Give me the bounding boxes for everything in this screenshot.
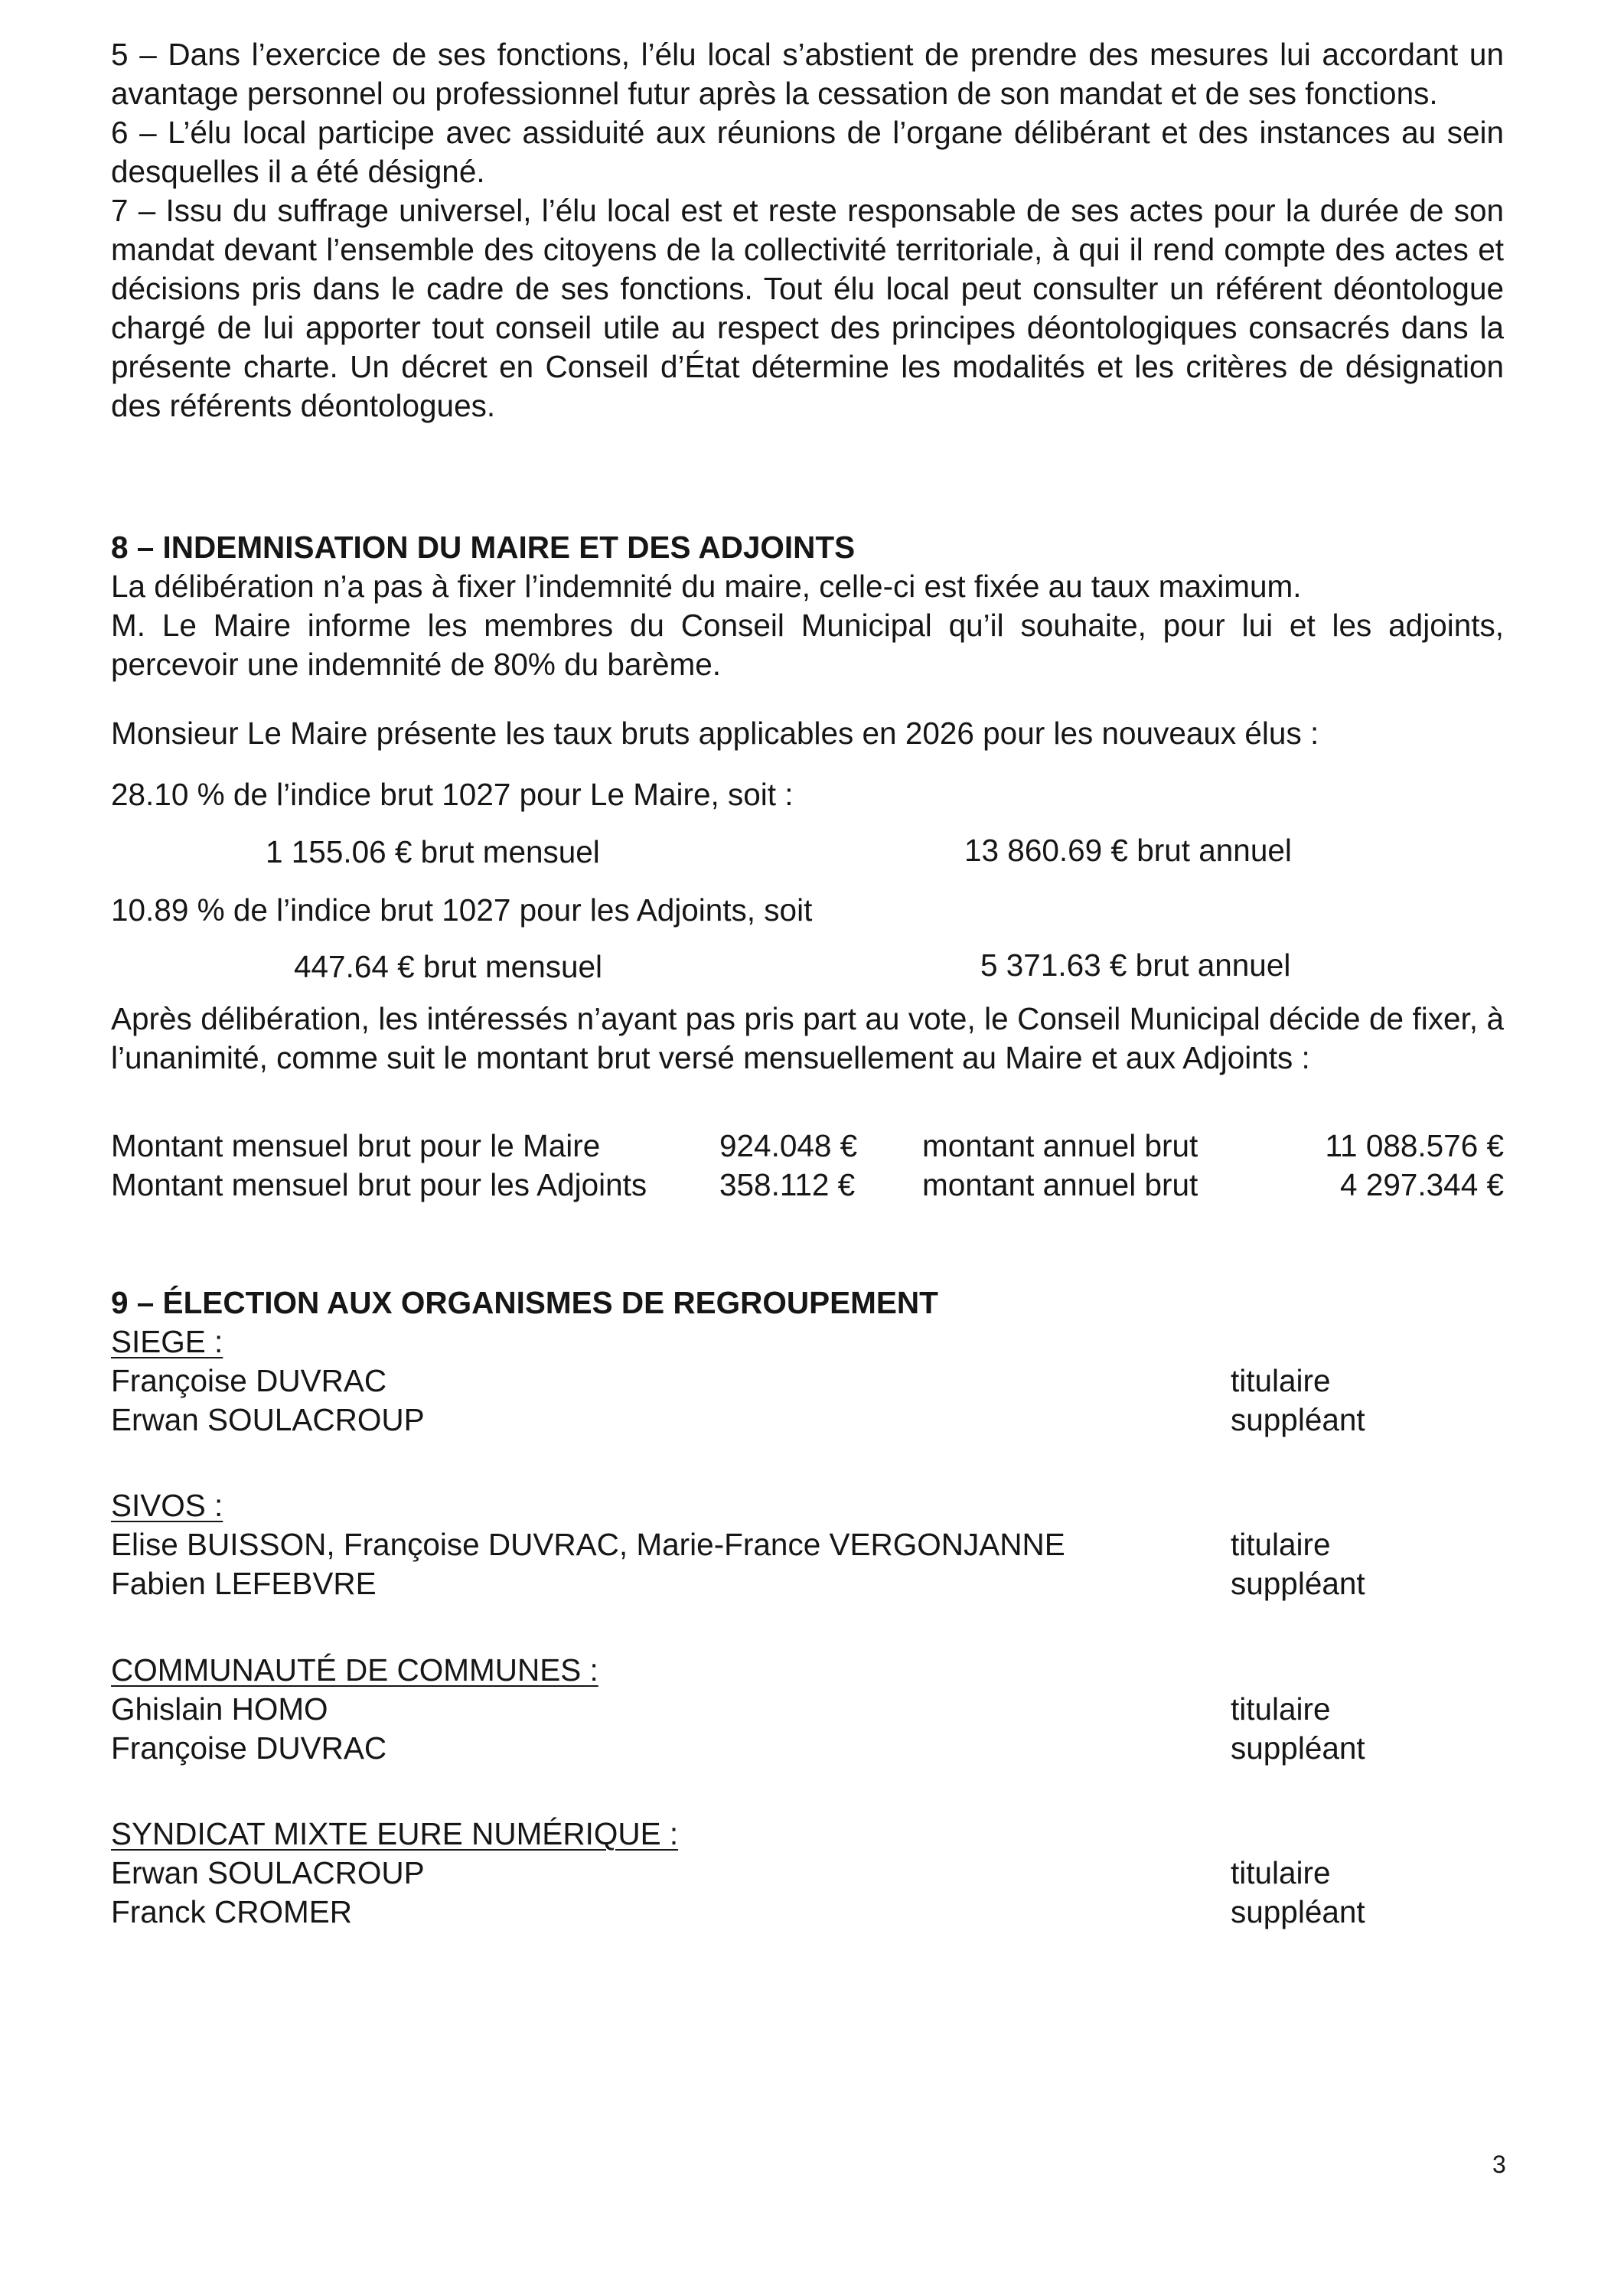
section-8-para-2: M. Le Maire informe les membres du Conseil Municipal qu’il souhaite, pour lui et les adjoints, percevoir une indemnité de 80% du barème. (111, 608, 1504, 682)
member-role: titulaire (1231, 1363, 1331, 1398)
group-communaute-de-communes (111, 1651, 1504, 1768)
section-9-heading: 9 – ÉLECTION AUX ORGANISMES DE REGROUPEMENT (111, 1285, 938, 1320)
maire-annual: 13 860.69 € brut annuel (964, 833, 1292, 868)
amounts-row-adjoints (111, 1166, 1504, 1205)
group-member (111, 1525, 1504, 1564)
member-role: suppléant (1231, 1566, 1365, 1601)
amount-label: Montant mensuel brut pour le Maire (111, 1128, 601, 1163)
amounts-row-maire (111, 1127, 1504, 1166)
section-8-para-1: La délibération n’a pas à fixer l’indemnité du maire, celle-ci est fixée au taux maximum. (111, 569, 1302, 604)
group-member (111, 1854, 1504, 1893)
maire-rate: 28.10 % de l’indice brut 1027 pour Le Maire, soit : (111, 777, 794, 812)
group-member (111, 1690, 1504, 1729)
section-8 (111, 528, 1504, 684)
charter-item-5: 5 – Dans l’exercice de ses fonctions, l’élu local s’abstient de prendre des mesures lui accordant un avantage personnel ou professionnel futur après la cessation de son mandat et de ses fonctions. (111, 37, 1504, 111)
group-member (111, 1401, 1504, 1440)
member-role: suppléant (1231, 1894, 1365, 1929)
group-siege (111, 1322, 1504, 1440)
amount-monthly: 358.112 € (719, 1167, 856, 1202)
amount-annual: 11 088.576 € (1325, 1128, 1504, 1163)
adjoints-monthly: 447.64 € brut mensuel (294, 949, 603, 984)
amount-monthly: 924.048 € (719, 1128, 858, 1163)
adjoints-rate: 10.89 % de l’indice brut 1027 pour les Adjoints, soit (111, 892, 813, 928)
member-role: titulaire (1231, 1855, 1331, 1890)
group-syndicat-mixte (111, 1815, 1504, 1932)
amounts-table (111, 1127, 1504, 1205)
group-member (111, 1729, 1504, 1768)
member-name: Erwan SOULACROUP (111, 1855, 425, 1890)
page-number: 3 (1492, 2151, 1506, 2178)
charter-item-7: 7 – Issu du suffrage universel, l’élu local est et reste responsable de ses actes pour la durée de son mandat devant l’ensemble des citoyens de la collectivité territoriale, à qui il rend compte des actes et décisions pris dans le cadre de ses fonctions. Tout élu local peut consulter un référent déontologue chargé de lui apporter tout conseil utile au respect des principes déontologiques consacrés dans la présente charte. Un décret en Conseil d’État détermine les modalités et les critères de désignation des référents déontologues. (111, 193, 1504, 423)
member-name: Fabien LEFEBVRE (111, 1566, 377, 1601)
group-title: SYNDICAT MIXTE EURE NUMÉRIQUE : (111, 1816, 679, 1851)
group-title: SIEGE : (111, 1324, 223, 1359)
group-title: COMMUNAUTÉ DE COMMUNES : (111, 1652, 598, 1688)
group-member (111, 1362, 1504, 1401)
member-role: suppléant (1231, 1730, 1365, 1766)
adjoints-annual: 5 371.63 € brut annuel (980, 947, 1291, 983)
charter-item-6: 6 – L’élu local participe avec assiduité aux réunions de l’organe délibérant et des instances au sein desquelles il a été désigné. (111, 115, 1504, 189)
group-title: SIVOS : (111, 1488, 223, 1523)
member-role: suppléant (1231, 1402, 1365, 1437)
member-name: Erwan SOULACROUP (111, 1402, 425, 1437)
amount-annual: 4 297.344 € (1340, 1167, 1504, 1202)
amount-annual-label: montant annuel brut (922, 1128, 1198, 1163)
group-sivos (111, 1486, 1504, 1603)
section-8-heading: 8 – INDEMNISATION DU MAIRE ET DES ADJOINTS (111, 530, 856, 565)
maire-monthly: 1 155.06 € brut mensuel (266, 834, 600, 869)
member-name: Elise BUISSON, Françoise DUVRAC, Marie-France VERGONJANNE (111, 1527, 1065, 1562)
amount-label: Montant mensuel brut pour les Adjoints (111, 1167, 647, 1202)
rates-intro: Monsieur Le Maire présente les taux bruts applicables en 2026 pour les nouveaux élus : (111, 716, 1319, 751)
decision-text: Après délibération, les intéressés n’ayant pas pris part au vote, le Conseil Municipal décide de fixer, à l’unanimité, comme suit le montant brut versé mensuellement au Maire et aux Adjoints : (111, 1001, 1504, 1075)
member-role: titulaire (1231, 1691, 1331, 1727)
group-member (111, 1893, 1504, 1932)
group-member (111, 1564, 1504, 1603)
member-name: Françoise DUVRAC (111, 1730, 387, 1766)
amount-annual-label: montant annuel brut (922, 1167, 1198, 1202)
member-role: titulaire (1231, 1527, 1331, 1562)
member-name: Ghislain HOMO (111, 1691, 328, 1727)
charter-items (111, 35, 1504, 426)
member-name: Franck CROMER (111, 1894, 353, 1929)
member-name: Françoise DUVRAC (111, 1363, 387, 1398)
